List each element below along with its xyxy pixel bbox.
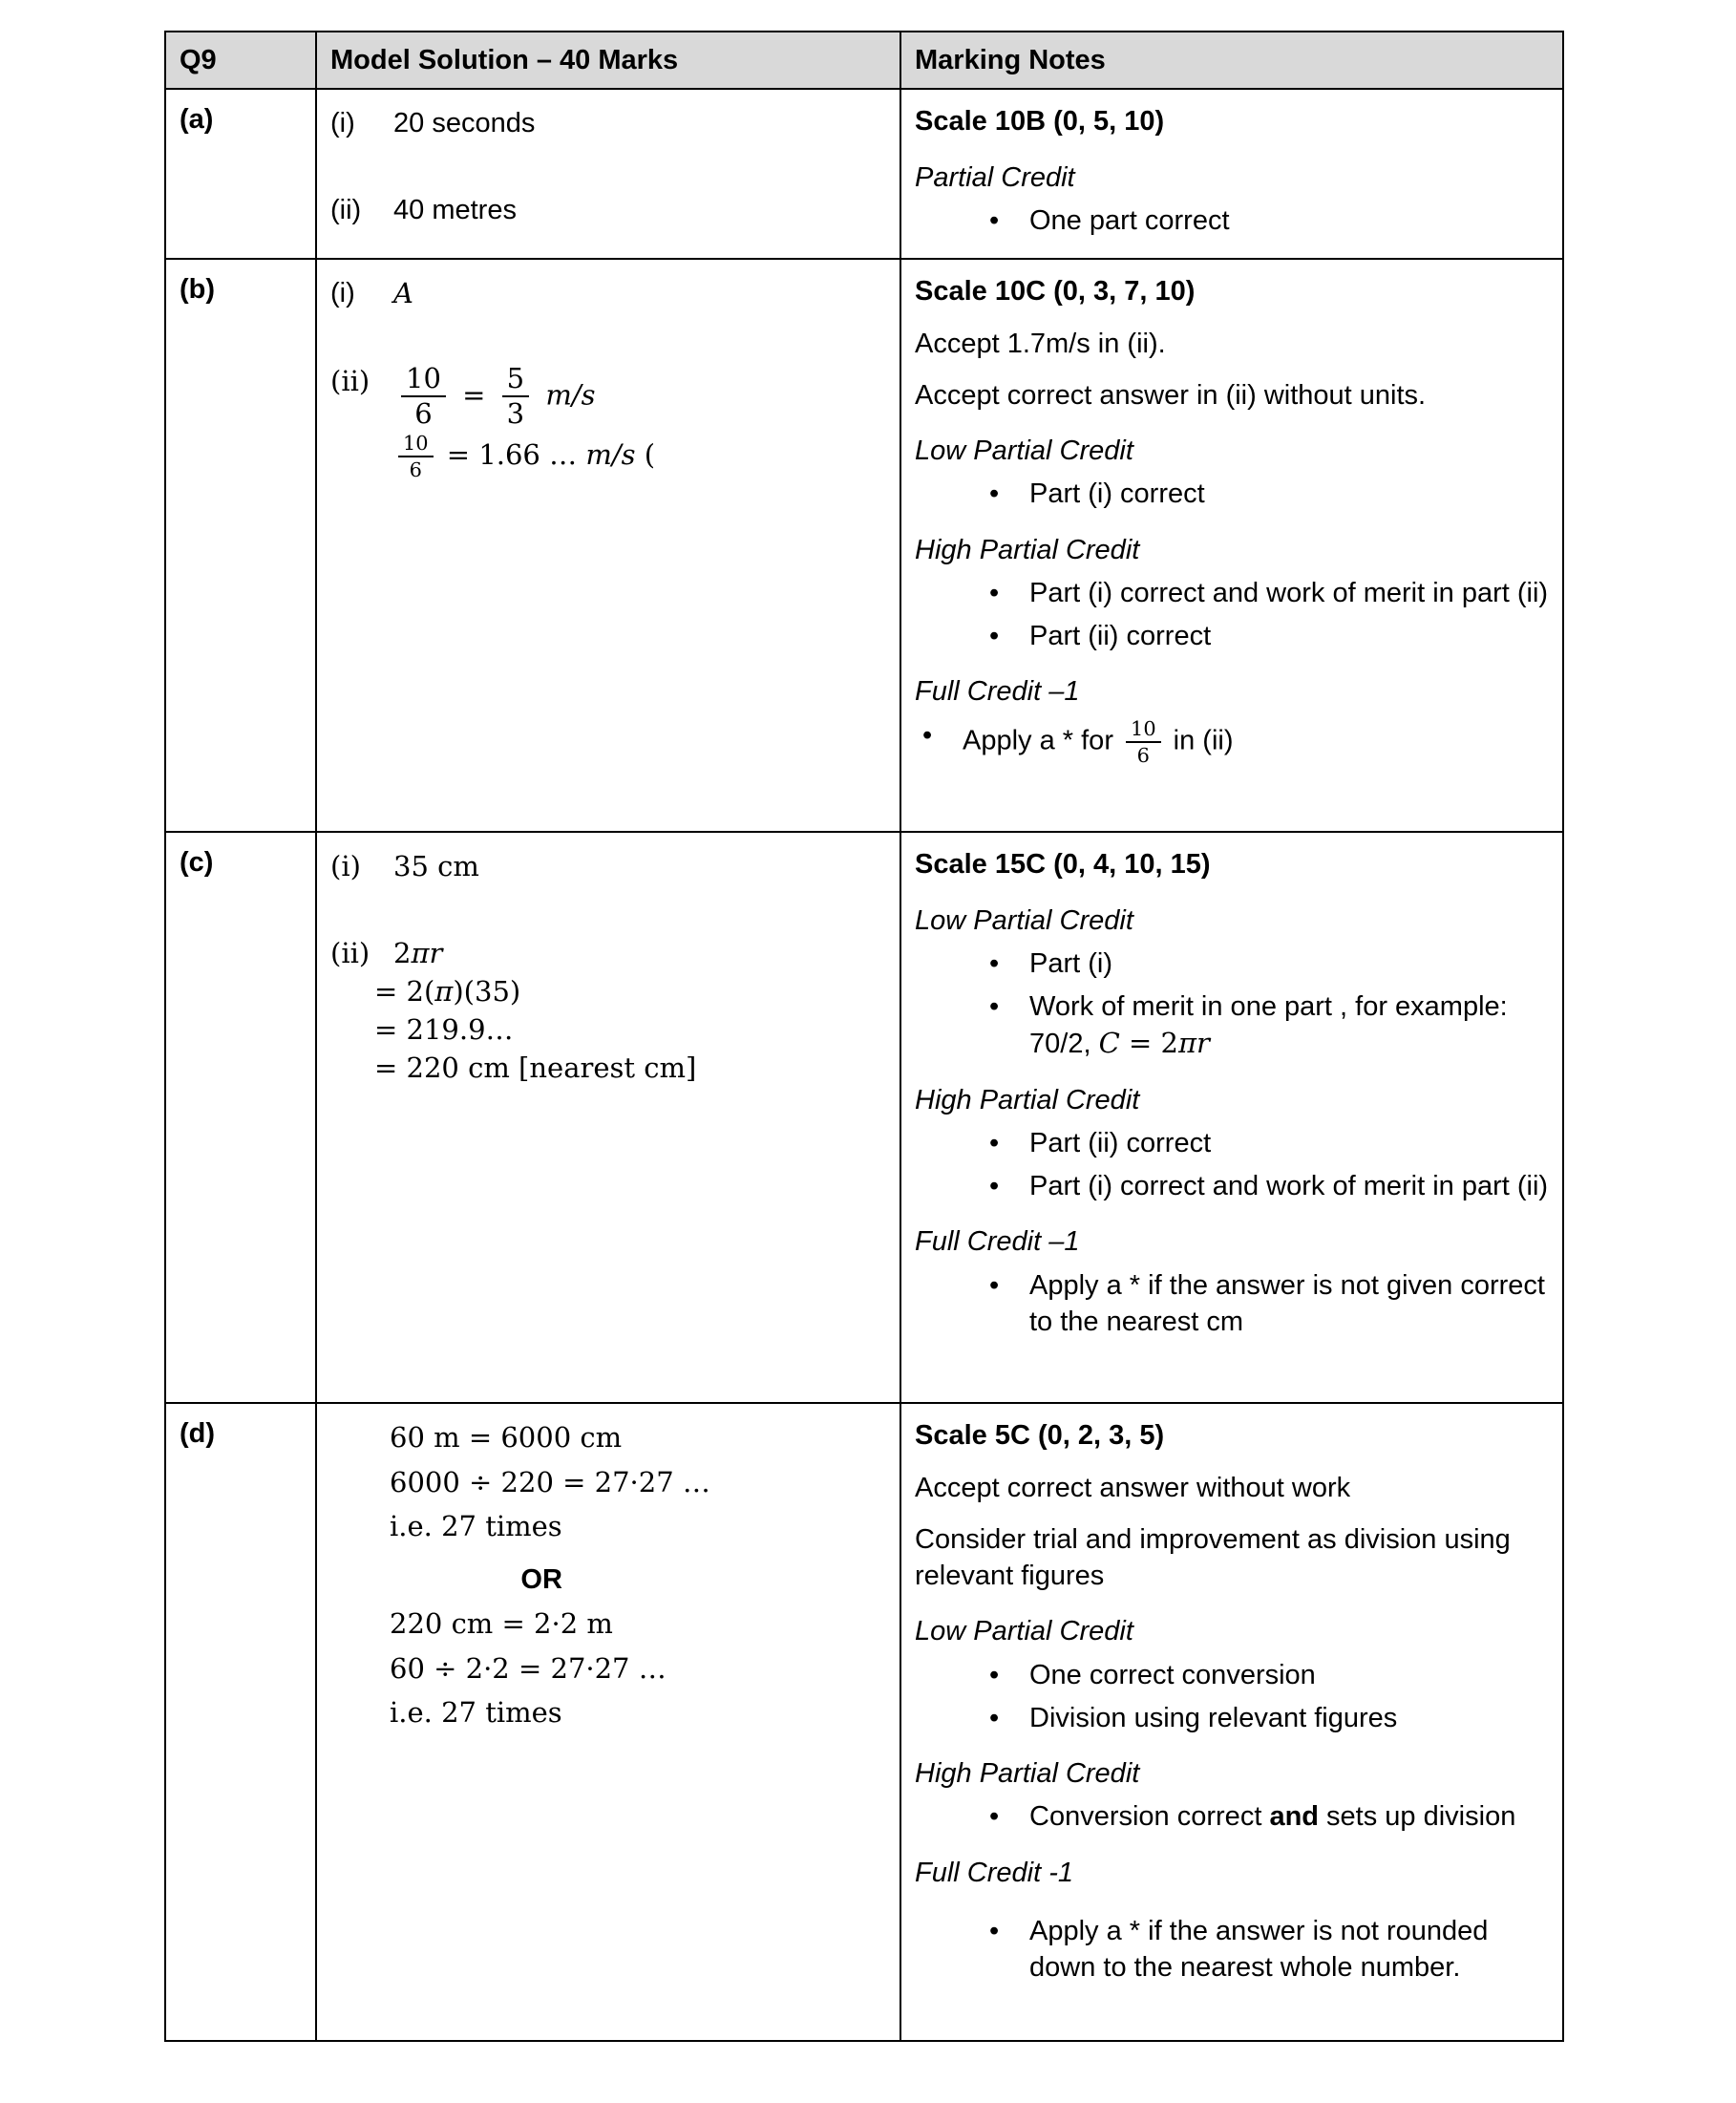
credit-heading [915,1855,1549,1891]
fraction-numerator: 5 [502,363,529,397]
text-segment: Work of merit in one part , for example: 70/2, [1029,991,1508,1060]
solution-item [330,192,886,228]
spacer [330,142,886,184]
bullet-icon: • [989,991,1000,1023]
bullet-text [1029,575,1549,611]
fraction [502,363,529,431]
text-segment: Full Credit –1 [915,1226,1080,1258]
text-segment: sets up division [1319,1801,1516,1833]
bullet-item [915,945,1549,982]
bullet-text [963,717,1549,767]
row-label: (c) [180,847,214,879]
text-segment: 20 seconds [393,108,536,139]
table-row [165,1403,1563,2041]
equation-continuation [330,973,886,1009]
note-line [915,1521,1549,1595]
marking-notes-cell [900,89,1563,259]
bullet-item [915,1168,1549,1204]
model-solution-cell [316,259,900,832]
item-text [393,848,886,884]
text-segment: i.e. 27 times [390,1695,562,1729]
table-header-row [165,32,1563,89]
scale-heading [915,846,1549,882]
text-segment: C [1098,1027,1120,1060]
bullet-icon: • [989,1127,1000,1158]
bullet-item [915,1267,1549,1341]
text-segment: Part (i) correct and work of merit in part (ii) [1029,1171,1549,1202]
text-segment: Division using relevant figures [1029,1702,1398,1733]
text-segment: 60 ÷ 2·2 = 27·27 … [390,1651,667,1685]
equation-line [330,1419,886,1455]
marking-notes-cell [900,1403,1563,2041]
fraction-denominator: 6 [409,458,422,482]
bullet-text [1029,1798,1549,1835]
equation-continuation [330,1011,886,1048]
equation-line [330,1508,886,1544]
bullet-text [1029,1267,1549,1341]
bullet-text [1029,945,1549,982]
text-segment: Scale 5C (0, 2, 3, 5) [915,1420,1165,1452]
bullet-icon: • [989,577,1000,608]
solution-item [330,363,886,431]
text-segment: Part (ii) correct [1029,621,1212,652]
equation-line [330,1694,886,1731]
row-label-cell [165,832,316,1403]
text-segment: Part (ii) correct [1029,1127,1212,1158]
fraction-numerator: 10 [401,363,446,397]
text-segment: Partial Credit [915,161,1075,193]
fraction-numerator: 10 [398,432,434,457]
text-segment: Scale 10B (0, 5, 10) [915,106,1165,138]
text-segment: = 2 [1119,1027,1178,1060]
text-segment: m/s [585,438,636,472]
bullet-text [1029,476,1549,512]
credit-heading [915,1613,1549,1649]
text-segment: Accept 1.7m/s in (ii). [915,328,1166,359]
bullet-text [1029,1168,1549,1204]
equation-line [330,1464,886,1500]
credit-heading [915,159,1549,196]
text-segment: Conversion correct [1029,1801,1270,1833]
or-separator [330,1561,752,1598]
item-text [393,275,886,312]
scale-heading [915,103,1549,139]
item-text [393,363,886,431]
fraction-denominator: 6 [414,396,433,430]
bullet-item [915,717,1549,767]
table-header [165,32,1563,89]
fraction-denominator: 6 [1136,743,1150,767]
text-segment: Accept correct answer in (ii) without units. [915,379,1427,411]
fraction-denominator: 3 [506,396,525,430]
text-segment: Low Partial Credit [915,1616,1133,1647]
spacer [330,885,886,927]
item-text [393,192,886,228]
item-number: (ii) [330,364,370,397]
text-segment: Low Partial Credit [915,435,1133,467]
credit-heading [915,433,1549,469]
text-segment: Full Credit –1 [915,676,1080,708]
bullet-text [1029,1913,1549,1986]
bullet-icon: • [989,1171,1000,1202]
equation-line [330,1650,886,1687]
text-segment: One correct conversion [1029,1659,1316,1690]
marking-notes-cell [900,832,1563,1403]
bullet-icon: • [989,1702,1000,1733]
text-segment: 40 metres [393,194,517,225]
row-label: (a) [180,104,214,136]
bullet-item [915,1125,1549,1161]
text-segment: 2 [393,936,412,969]
item-text [393,105,886,141]
bullet-item [915,476,1549,512]
bullet-icon: • [989,1659,1000,1690]
credit-heading [915,532,1549,568]
text-segment: m/s [545,377,596,411]
bullet-icon: • [989,204,1000,236]
item-number: (ii) [330,936,370,969]
row-label-cell [165,1403,316,2041]
bullet-text [1029,618,1549,654]
marking-scheme-table [164,31,1564,2042]
text-segment: Apply a * if the answer is not given correct to the nearest cm [1029,1269,1545,1337]
bullet-icon: • [989,947,1000,979]
note-line [915,326,1549,362]
solution-item [330,275,886,312]
text-segment: = 2( [374,974,435,1008]
bullet-item [915,202,1549,239]
bullet-icon: • [989,478,1000,510]
text-segment: )(35) [453,974,521,1008]
bullet-icon: • [989,1269,1000,1301]
table-row [165,259,1563,832]
bullet-icon: • [922,719,933,751]
item-number: (i) [330,108,355,139]
text-segment: πr [1177,1027,1210,1060]
text-segment: πr [411,936,443,969]
table-body [165,89,1563,2041]
equation-line [330,1605,886,1642]
row-label-cell [165,259,316,832]
bullet-item [915,1657,1549,1693]
scale-heading [915,1417,1549,1454]
text-segment: = 220 cm [nearest cm] [374,1052,697,1085]
model-solution-cell [316,89,900,259]
text-segment: OR [520,1564,562,1596]
bullet-item [915,618,1549,654]
bullet-item [915,988,1549,1063]
model-solution-cell [316,1403,900,2041]
header-question-number: Q9 [165,32,316,89]
equation-line [330,432,886,481]
table-row [165,89,1563,259]
text-segment: Apply a * for [963,725,1122,756]
bullet-text [1029,1657,1549,1693]
fraction-numerator: 10 [1126,717,1161,743]
text-segment: = [453,377,495,411]
credit-heading [915,1082,1549,1118]
bullet-item [915,1700,1549,1736]
text-segment: ( [635,438,656,472]
text-segment: Apply a * if the answer is not rounded down to the nearest whole number. [1029,1915,1489,1984]
text-segment: = 219.9… [374,1013,514,1047]
text-segment: in (ii) [1165,725,1234,756]
text-segment: 220 cm = 2·2 m [390,1607,613,1641]
item-number: (i) [330,850,361,883]
bullet-text [1029,202,1549,239]
text-segment: High Partial Credit [915,1758,1140,1790]
item-text [393,935,886,971]
text-segment: = 1.66 … [437,438,586,472]
text-segment: 35 cm [393,850,479,883]
bullet-item [915,1913,1549,1986]
fraction [398,432,434,481]
text-segment: Consider trial and improvement as division using relevant figures [915,1523,1511,1592]
bullet-icon: • [989,1801,1000,1833]
spacer [330,313,886,355]
text-segment: Scale 15C (0, 4, 10, 15) [915,849,1211,881]
bullet-text [1029,988,1549,1063]
credit-heading [915,903,1549,939]
text-segment: 6000 ÷ 220 = 27·27 … [390,1465,710,1498]
fraction [1126,717,1161,767]
credit-heading [915,1223,1549,1260]
solution-item [330,935,886,971]
text-segment: i.e. 27 times [390,1509,562,1542]
marking-notes-cell [900,259,1563,832]
text-segment: Low Partial Credit [915,904,1133,936]
text-segment: Part (i) correct [1029,478,1205,510]
row-label-cell [165,89,316,259]
text-segment: Full Credit -1 [915,1857,1073,1888]
table-row [165,832,1563,1403]
text-segment: π [434,974,454,1008]
text-segment: One part correct [1029,204,1230,236]
solution-item [330,848,886,884]
header-marking-notes: Marking Notes [900,32,1563,89]
row-label: (d) [180,1418,216,1450]
spacer [915,1891,1549,1906]
text-segment: and [1269,1801,1319,1833]
text-segment: High Partial Credit [915,1084,1140,1115]
credit-heading [915,673,1549,710]
note-line [915,377,1549,414]
header-model-solution: Model Solution – 40 Marks [316,32,900,89]
text-segment: Part (i) correct and work of merit in part (ii) [1029,577,1549,608]
note-line [915,1470,1549,1506]
fraction [401,363,446,431]
equation-continuation [330,1050,886,1086]
model-solution-cell [316,832,900,1403]
text-segment: High Partial Credit [915,534,1140,565]
scale-heading [915,273,1549,309]
solution-item [330,105,886,141]
credit-heading [915,1755,1549,1792]
text-segment: 60 m = 6000 cm [390,1421,623,1455]
bullet-item [915,575,1549,611]
item-number: (ii) [330,194,362,225]
item-number: (i) [330,278,355,309]
bullet-text [1029,1700,1549,1736]
bullet-item [915,1798,1549,1835]
text-segment [537,378,545,411]
text-segment: Accept correct answer without work [915,1472,1351,1503]
row-label: (b) [180,274,216,306]
text-segment: A [393,277,413,310]
bullet-text [1029,1125,1549,1161]
bullet-icon: • [989,1915,1000,1946]
text-segment: Scale 10C (0, 3, 7, 10) [915,276,1196,308]
bullet-icon: • [989,621,1000,652]
text-segment: Part (i) [1029,947,1112,979]
